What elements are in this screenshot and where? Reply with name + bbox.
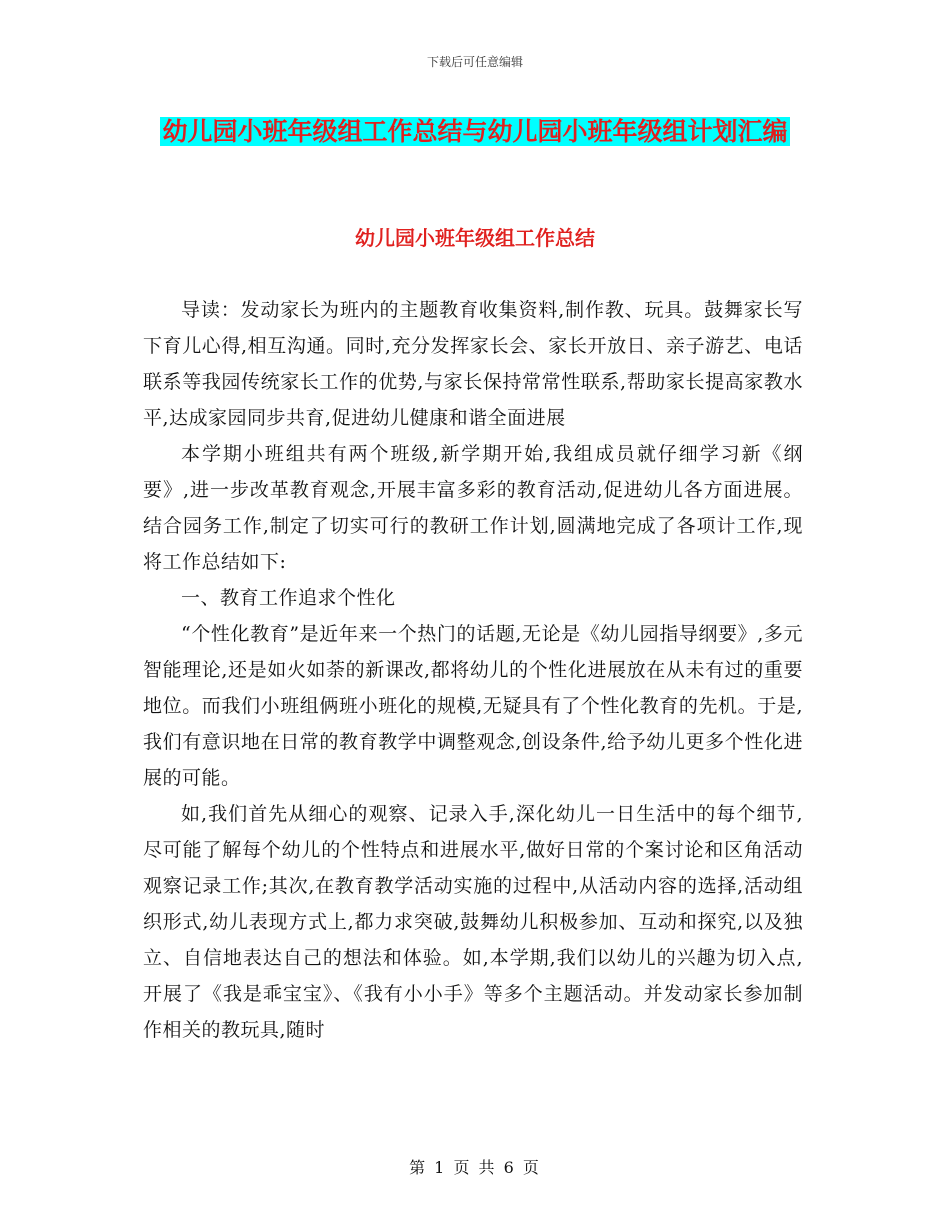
document-body (143, 292, 803, 1048)
document-title-text: 幼儿园小班年级组工作总结与幼儿园小班年级组计划汇编 (162, 117, 788, 146)
section-title: 幼儿园小班年级组工作总结 (355, 226, 595, 250)
paragraph-heading-1: 一、教育工作追求个性化 (181, 587, 396, 609)
document-title (140, 108, 810, 156)
header-note: 下载后可任意编辑 (426, 55, 523, 69)
page-footer: 第 1 页 共 6 页 (409, 1158, 541, 1177)
paragraph-intro: 导读：发动家长为班内的主题教育收集资料,制作教、玩具。鼓舞家长写下育儿心得,相互沟通。同时,充分发挥家长会、家长开放日、亲子游艺、电话联系等我园传统家长工作的优势,与家长保持常常性联系,帮助家长提高家教水平,达成家园同步共育,促进幼儿健康和谐全面进展 (143, 299, 803, 429)
paragraph-overview: 本学期小班组共有两个班级,新学期开始,我组成员就仔细学习新《纲要》,进一步改革教育观念,开展丰富多彩的教育活动,促进幼儿各方面进展。结合园务工作,制定了切实可行的教研工作计划,圆满地完成了各项计工作,现将工作总结如下: (143, 443, 803, 573)
paragraph-observation: 如,我们首先从细心的观察、记录入手,深化幼儿一日生活中的每个细节,尽可能了解每个幼儿的个性特点和进展水平,做好日常的个案讨论和区角活动观察记录工作;其次,在教育教学活动实施的过程中,从活动内容的选择,活动组织形式,幼儿表现方式上,都力求突破,鼓舞幼儿积极参加、互动和探究,以及独立、自信地表达自己的想法和体验。如,本学期,我们以幼儿的兴趣为切入点,开展了《我是乖宝宝》、《我有小小手》等多个主题活动。并发动家长参加制作相关的教玩具,随时 (143, 803, 803, 1041)
paragraph-individualized-education: “个性化教育”是近年来一个热门的话题,无论是《幼儿园指导纲要》,多元智能理论,还是如火如荼的新课改,都将幼儿的个性化进展放在从未有过的重要地位。而我们小班组俩班小班化的规模,无疑具有了个性化教育的先机。于是,我们有意识地在日常的教育教学中调整观念,创设条件,给予幼儿更多个性化进展的可能。 (143, 623, 803, 789)
